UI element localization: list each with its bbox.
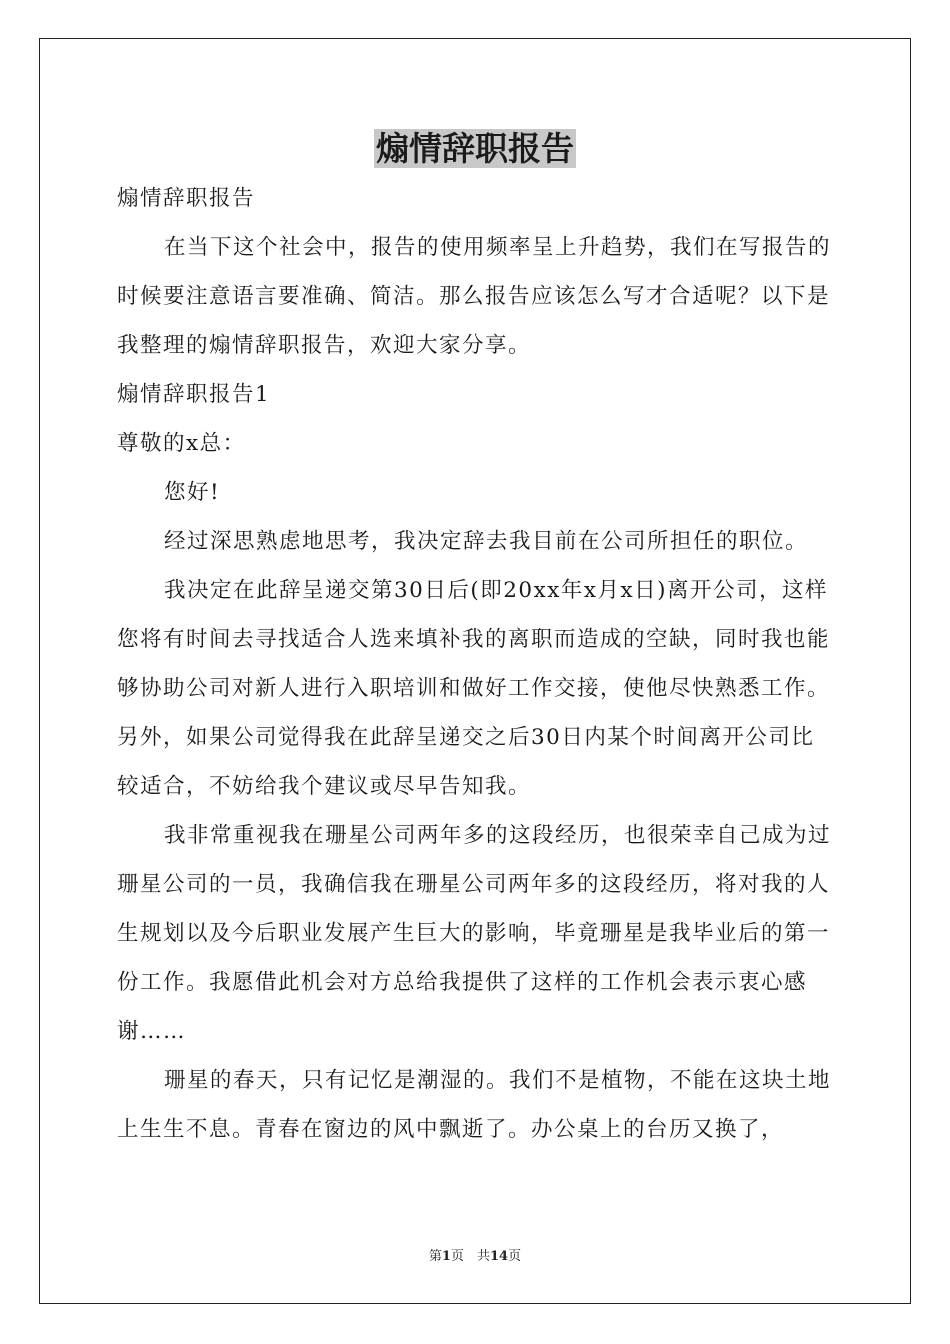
greeting-line: 您好! <box>164 480 221 505</box>
salutation-line: 尊敬的x总： <box>117 431 246 456</box>
footer-page-current: 1 <box>441 1249 451 1264</box>
body-paragraph-3: 我非常重视我在珊星公司两年多的这段经历，也很荣幸自己成为过珊星公司的一员，我确信我在珊星公司两年多的这段经历，将对我的人生规划以及今后职业发展产生巨大的影响，毕竟珊星是我毕业后的第一份工作。我愿借此机会对方总给我提供了这样的工作机会表示衷心感谢…… <box>117 823 832 1044</box>
document-title <box>0 126 950 172</box>
body-paragraph-1: 经过深思熟虑地思考，我决定辞去我目前在公司所担任的职位。 <box>164 529 809 554</box>
section-heading: 煽情辞职报告1 <box>117 382 271 407</box>
body-paragraph-4: 珊星的春天，只有记忆是潮湿的。我们不是植物，不能在这块土地上生生不息。青春在窗边的风中飘逝了。办公桌上的台历又换了， <box>117 1068 832 1142</box>
page-footer <box>0 1248 950 1266</box>
footer-page-suffix: 页 <box>508 1249 522 1264</box>
subtitle-line: 煽情辞职报告 <box>117 186 256 211</box>
footer-page-prefix: 第 <box>428 1249 442 1264</box>
body-paragraph-2: 我决定在此辞呈递交第30日后(即20xx年x月x日)离开公司，这样您将有时间去寻找适合人选来填补我的离职而造成的空缺，同时我也能够协助公司对新人进行入职培训和做好工作交接，使他尽快熟悉工作。另外，如果公司觉得我在此辞呈递交之后30日内某个时间离开公司比较适合，不妨给我个建议或尽早告知我。 <box>117 578 831 799</box>
document-title-text: 煽情辞职报告 <box>376 129 574 168</box>
footer-page-mid: 页 共 <box>450 1249 490 1264</box>
intro-paragraph: 在当下这个社会中，报告的使用频率呈上升趋势，我们在写报告的时候要注意语言要准确、简洁。那么报告应该怎么写才合适呢？以下是我整理的煽情辞职报告，欢迎大家分享。 <box>117 235 832 358</box>
footer-page-total: 14 <box>489 1249 509 1264</box>
document-body <box>117 174 837 1154</box>
